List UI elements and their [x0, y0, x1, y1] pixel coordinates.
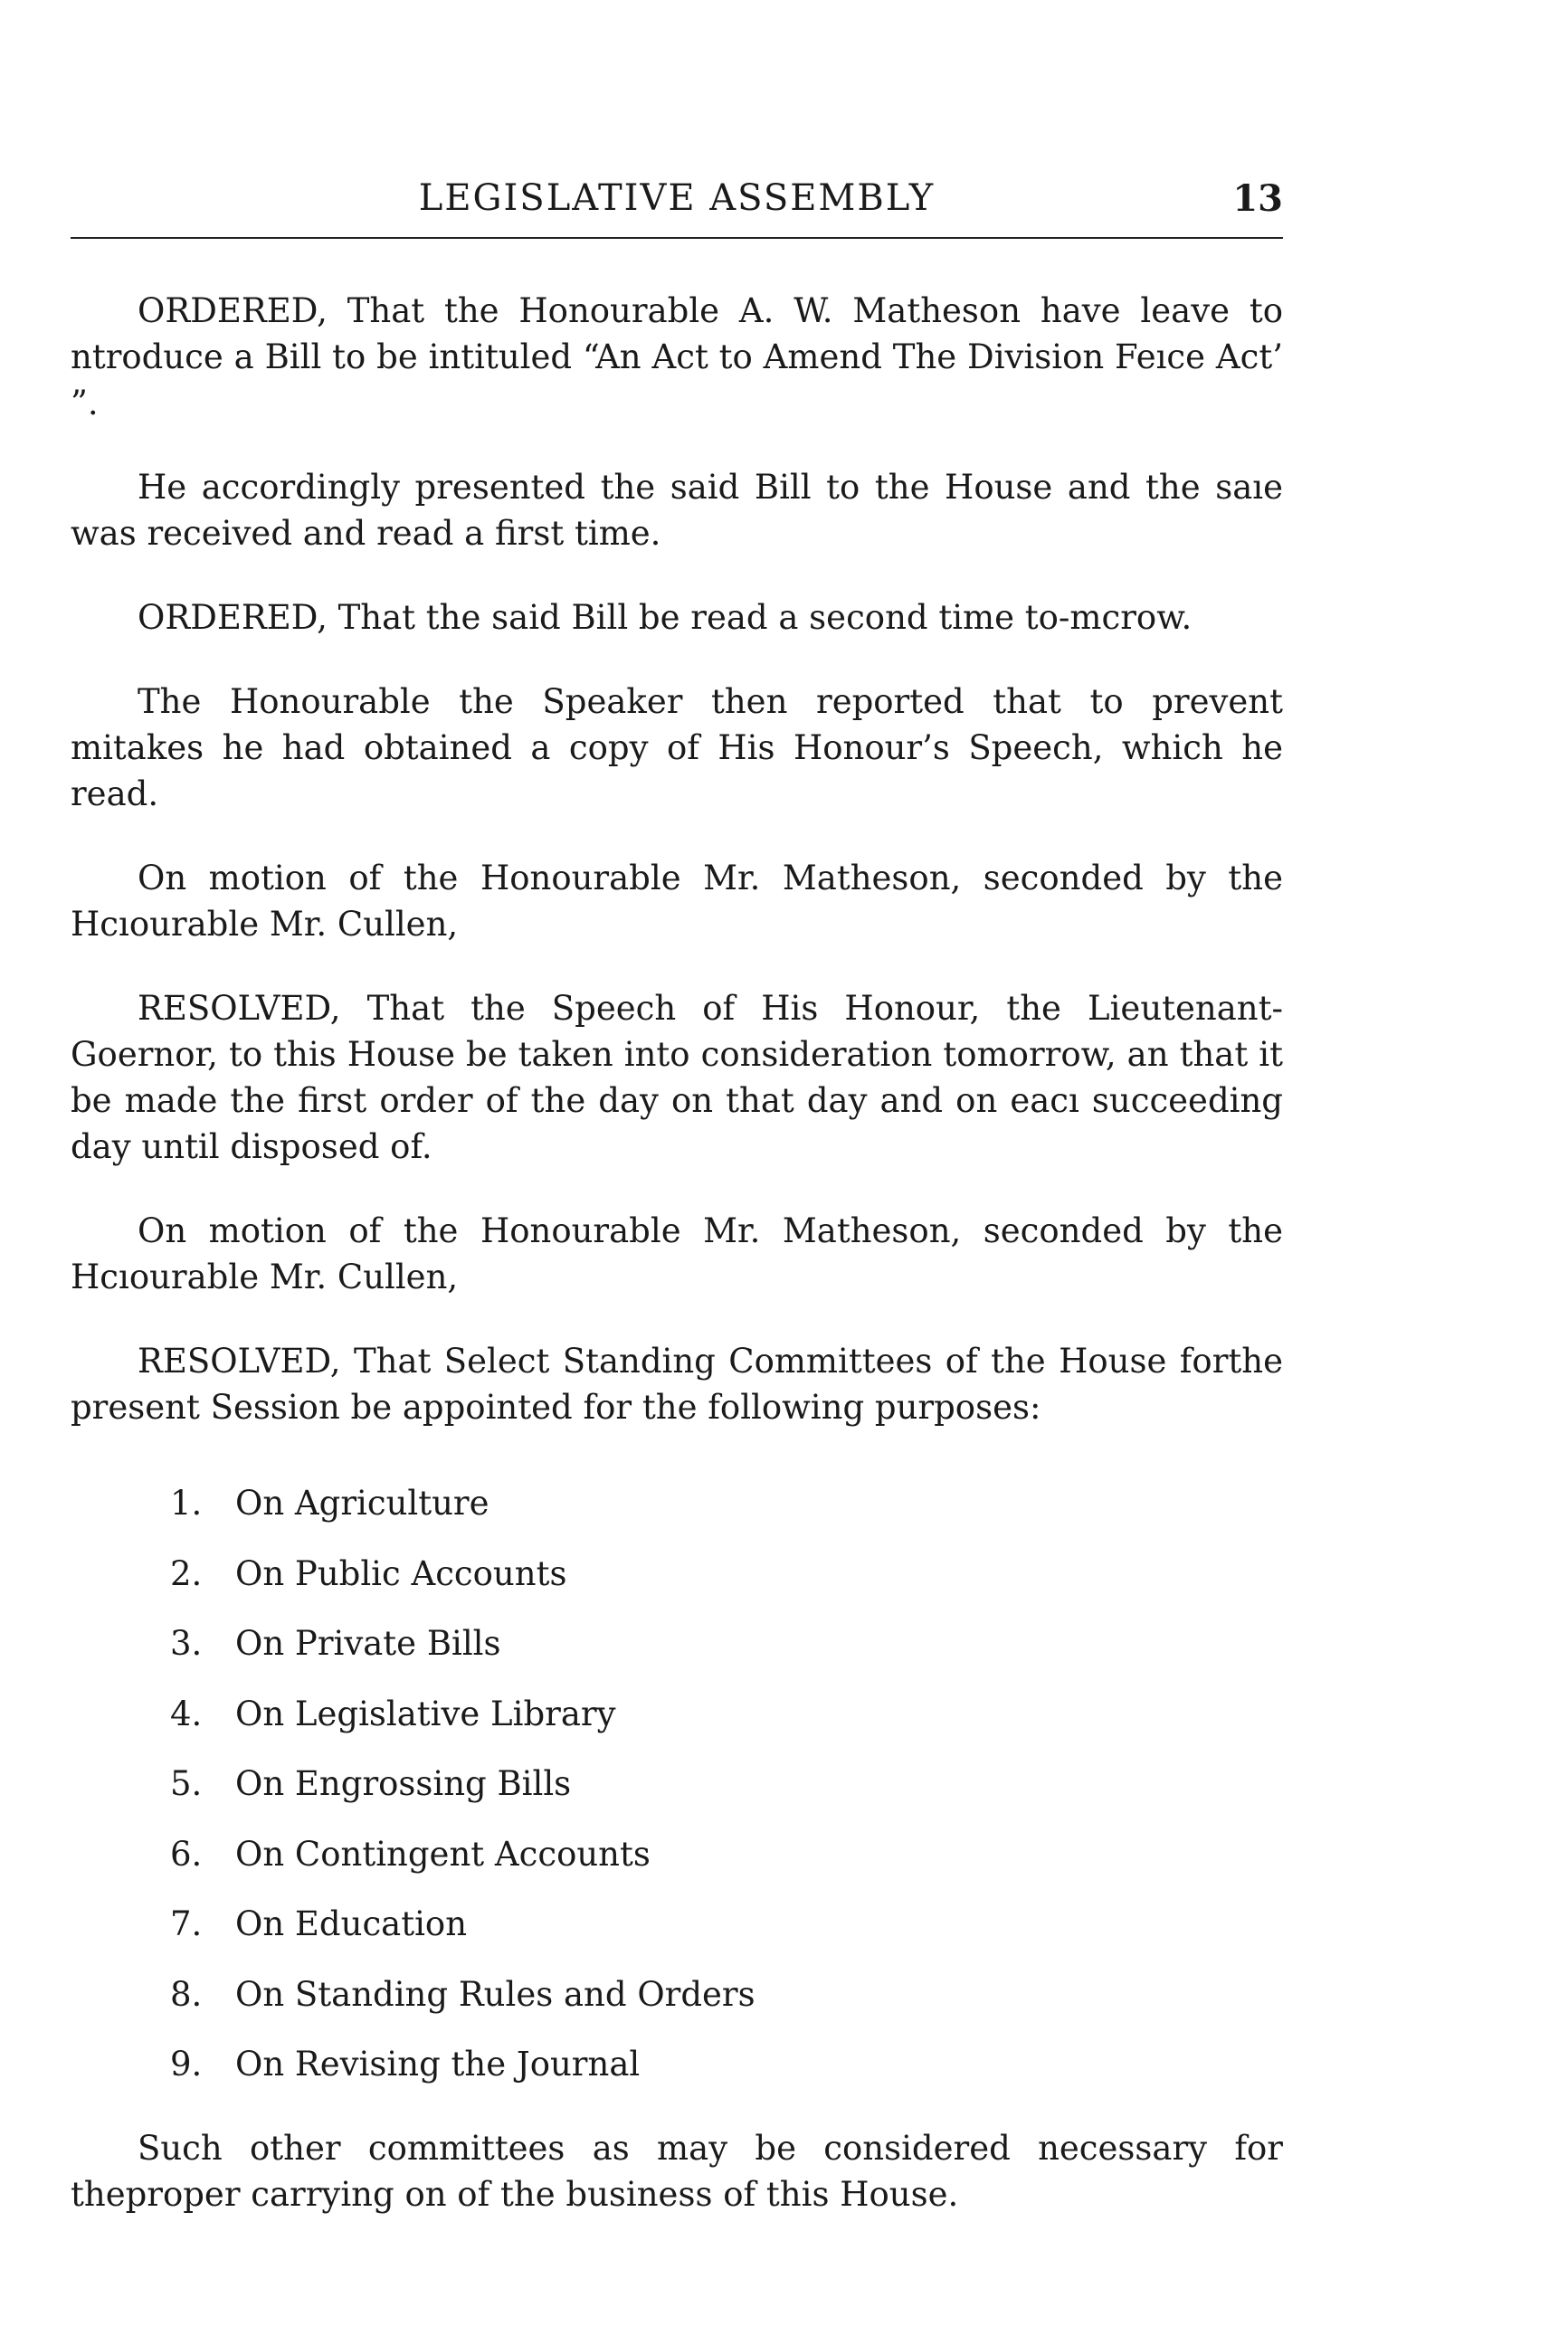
list-item-number: 2.: [170, 1553, 203, 1593]
list-item: [170, 1539, 1283, 1609]
list-item-label: On Engrossing Bills: [235, 1764, 572, 1803]
second-reading-order-paragraph: ORDERED, That the said Bill be read a second time to-mcrow.: [138, 598, 1193, 637]
page-body: [71, 288, 1283, 2255]
page-number: 13: [1232, 177, 1283, 220]
list-item: [170, 1819, 1283, 1890]
list-item: [170, 1749, 1283, 1819]
list-item-label: On Public Accounts: [235, 1553, 567, 1593]
motion-paragraph: On motion of the Honourable Mr. Matheson, seconded by the Hcıourable Mr. Cullen,: [71, 859, 1283, 944]
list-item-label: On Revising the Journal: [235, 2045, 641, 2084]
list-item: [170, 1609, 1283, 1679]
list-item-label: On Agriculture: [235, 1484, 489, 1523]
committee-list: [170, 1468, 1283, 2100]
list-item: [170, 2029, 1283, 2100]
running-head: LEGISLATIVE ASSEMBLY: [418, 177, 936, 219]
page-header: [71, 177, 1283, 232]
speaker-report-paragraph: The Honourable the Speaker then reported that to prevent mitakes he had obtained a copy of His Honour’s Speech, which he read.: [71, 682, 1283, 813]
resolution-speech-paragraph: RESOLVED, That the Speech of His Honour, the Lieutenant-Goernor, to this House be taken into consideration tomorrow, an that it be made the first order of the day on that day and on eacı succeeding day until disposed of.: [71, 989, 1283, 1166]
list-item: [170, 1468, 1283, 1539]
list-item-number: 4.: [170, 1694, 203, 1733]
list-item-number: 1.: [170, 1484, 203, 1523]
list-item-label: On Education: [235, 1904, 468, 1943]
list-item-number: 6.: [170, 1834, 203, 1874]
list-item-label: On Legislative Library: [235, 1694, 616, 1733]
resolution-committees-paragraph: RESOLVED, That Select Standing Committees of the House forthe present Session be appointed for the following purposes:: [71, 1342, 1283, 1427]
list-item: [170, 1960, 1283, 2030]
motion-paragraph: On motion of the Honourable Mr. Matheson, seconded by the Hcıourable Mr. Cullen,: [71, 1211, 1283, 1296]
other-committees-paragraph: Such other committees as may be considered necessary for theproper carrying on of the business of this House.: [71, 2128, 1283, 2214]
list-item-label: On Contingent Accounts: [235, 1834, 651, 1874]
order-leave-paragraph: ORDERED, That the Honourable A. W. Matheson have leave to ntroduce a Bill to be intituled “An Act to Amend The Division Feıce Act’ ”.: [71, 291, 1283, 422]
list-item-number: 9.: [170, 2045, 203, 2084]
first-reading-paragraph: He accordingly presented the said Bill to the House and the saıe was received and read a first time.: [71, 468, 1283, 553]
list-item-label: On Standing Rules and Orders: [235, 1974, 755, 2014]
list-item: [170, 1889, 1283, 1960]
list-item-number: 7.: [170, 1904, 203, 1943]
list-item-number: 5.: [170, 1764, 203, 1803]
list-item: [170, 1679, 1283, 1750]
header-rule: [71, 237, 1283, 239]
list-item-label: On Private Bills: [235, 1624, 501, 1663]
list-item-number: 8.: [170, 1974, 203, 2014]
list-item-number: 3.: [170, 1624, 203, 1663]
